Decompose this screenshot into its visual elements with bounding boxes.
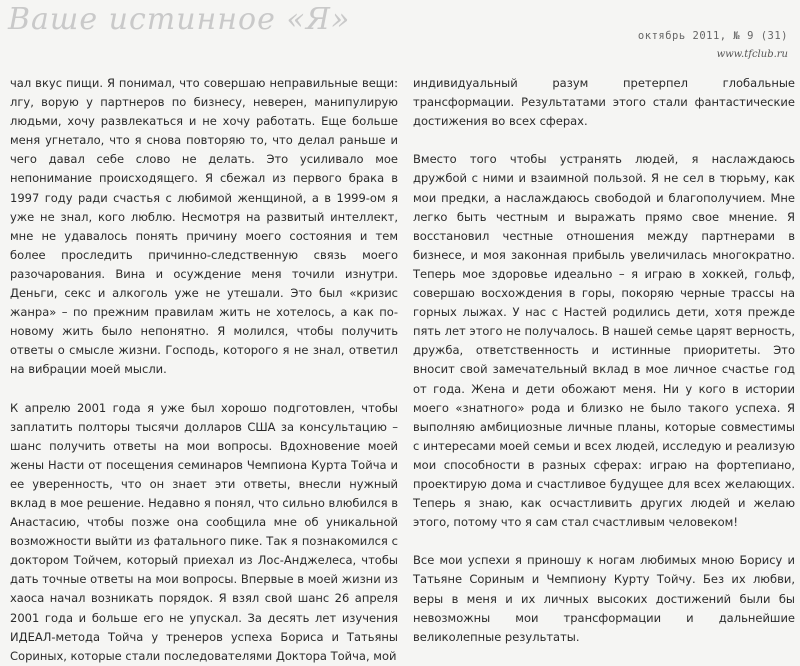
issue-info: октябрь 2011, № 9 (31) — [637, 30, 788, 42]
website-url: www.tfclub.ru — [716, 49, 788, 60]
paragraph: К апрелю 2001 года я уже был хорошо подготовлен, чтобы заплатить полторы тысячи долларов США за консультацию – шанс получить ответы на мои вопросы. Вдохновение моей жены Насти от посещения семинаров Чемпиона Курта Тойча и ее уверенность, что он знает эти ответы, внесли нужный вклад в мое решение. Недавно я понял, что сильно влюбился в Анастасию, чтобы позже она сообщила мне об уникальной возможности выйти из фатального пике. Так я познакомился с доктором Тойчем, который приехал из Лос-Анджелеса, чтобы дать точные ответы на мои вопросы. Впервые в моей жизни из хаоса начал возникать порядок. Я взял свой шанс 26 апреля 2001 года и больше его не упускал. За десять лет изучения ИДЕАЛ-метода Тойча у тренеров успеха Бориса и Татьяны Сориных, которые стали последователями Доктора Тойча, мой — [10, 400, 398, 663]
left-column — [10, 74, 398, 666]
magazine-title: Ваше истинное «Я» — [8, 2, 351, 37]
paragraph: Все мои успехи я приношу к ногам любимых мною Борису и Татьяне Сориным и Чемпиону Курту Тойчу. Без их любви, веры в меня и их личных высоких достижений были бы невозможны мои трансформации и дальнейшие великолепные результаты. — [413, 553, 795, 644]
right-column — [413, 74, 795, 647]
paragraph: чал вкус пищи. Я понимал, что совершаю неправильные вещи: лгу, ворую у партнеров по бизнесу, неверен, манипулирую людьми, хочу развлекаться и не хочу работать. Еще больше меня угнетало, что я снова повторяю то, что делал раньше и чего давал себе слово не делать. Это усиливало мое непонимание происходящего. Я сбежал из первого брака в 1997 году ради счастья с любимой женщиной, а в 1999-ом я уже не знал, кого люблю. Несмотря на развитый интеллект, мне не удавалось понять причину моего состояния и тем более проследить причинно-следственную связь моего разочарования. Вина и осуждение меня точили изнутри. Деньги, секс и алкоголь уже не утешали. Это был «кризис жанра» – по прежним правилам жить не хотелось, а как по-новому жить было непонятно. Я молился, чтобы получить ответы о смысле жизни. Господь, которого я не знал, ответил на вибрации моей мысли. — [10, 76, 398, 377]
paragraph: Вместо того чтобы устранять людей, я наслаждаюсь дружбой с ними и взаимной пользой. Я не сел в тюрьму, как мои предки, а наслаждаюсь свободой и благополучием. Мне легко быть честным и выражать прямо свое мнение. Я восстановил честные отношения между партнерами в бизнесе, и моя законная прибыль увеличилась многократно. Теперь мое здоровье идеально – я играю в хоккей, гольф, совершаю восхождения в горы, покоряю черные трассы на горных лыжах. У нас с Настей родились дети, хотя прежде пять лет этого не получалось. В нашей семье царят верность, дружба, ответственность и истинные приоритеты. Это вносит свой замечательный вклад в мое личное счастье год от года. Жена и дети обожают меня. Ни у кого в истории моего «знатного» рода и близко не было такого успеха. Я выполняю амбициозные личные планы, которые совместимы с интересами моей семьи и всех людей, исследую и реализую мои способности в разных сферах: играю на фортепиано, проектирую дома и счастливое будущее для всех желающих. Теперь я знаю, как осчастливить других людей и желаю этого, потому что я сам стал счастливым человеком! — [413, 152, 795, 530]
page-header — [0, 0, 800, 62]
paragraph: индивидуальный разум претерпел глобальные трансформации. Результатами этого стали фантастические достижения во всех сферах. — [413, 76, 795, 129]
